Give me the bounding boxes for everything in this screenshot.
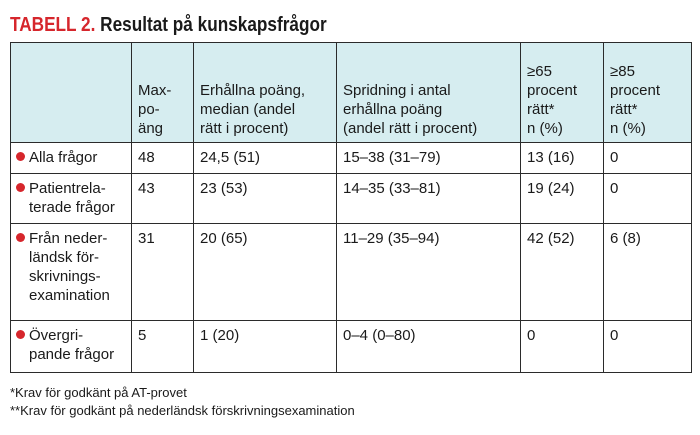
row-label: Från neder- ländsk för- skrivnings- examination <box>11 224 132 321</box>
bullet-icon <box>16 183 25 192</box>
table-cell: 1 (20) <box>194 321 337 373</box>
footnote: **Krav för godkänt på nederländsk förskrivningsexamination <box>10 403 355 418</box>
table-cell: 19 (24) <box>521 174 604 224</box>
header-cell-empty <box>11 43 132 143</box>
bullet-icon <box>16 233 25 242</box>
table-cell: 42 (52) <box>521 224 604 321</box>
table-title-text: Resultat på kunskapsfrågor <box>100 14 327 36</box>
table-cell: 0–4 (0–80) <box>337 321 521 373</box>
table-cell: 15–38 (31–79) <box>337 143 521 174</box>
table-cell: 13 (16) <box>521 143 604 174</box>
table-cell: 0 <box>604 174 692 224</box>
table-cell: 0 <box>604 321 692 373</box>
table-row <box>11 143 692 174</box>
table-cell: 14–35 (33–81) <box>337 174 521 224</box>
table-row <box>11 174 692 224</box>
table-title <box>10 12 327 38</box>
table-cell: 23 (53) <box>194 174 337 224</box>
results-table <box>10 42 692 373</box>
header-cell-65-percent: ≥65 procent rätt* n (%) <box>521 43 604 143</box>
footnotes <box>10 384 355 420</box>
bullet-icon <box>16 330 25 339</box>
footnote: *Krav för godkänt på AT-provet <box>10 385 187 400</box>
table-cell: 0 <box>521 321 604 373</box>
header-cell-median: Erhållna poäng, median (andel rätt i procent) <box>194 43 337 143</box>
table-number: TABELL 2. <box>10 14 96 36</box>
row-label: Övergri- pande frågor <box>11 321 132 373</box>
table-row <box>11 321 692 373</box>
header-cell-max-points: Max- po- äng <box>132 43 194 143</box>
table-cell: 43 <box>132 174 194 224</box>
table-header-row <box>11 43 692 143</box>
table-cell: 31 <box>132 224 194 321</box>
row-label: Patientrela- terade frågor <box>11 174 132 224</box>
row-label: Alla frågor <box>11 143 132 174</box>
table-cell: 24,5 (51) <box>194 143 337 174</box>
table-cell: 6 (8) <box>604 224 692 321</box>
header-cell-85-percent: ≥85 procent rätt* n (%) <box>604 43 692 143</box>
table-cell: 48 <box>132 143 194 174</box>
header-cell-range: Spridning i antal erhållna poäng (andel rätt i procent) <box>337 43 521 143</box>
bullet-icon <box>16 152 25 161</box>
table-cell: 5 <box>132 321 194 373</box>
table-cell: 20 (65) <box>194 224 337 321</box>
table-cell: 11–29 (35–94) <box>337 224 521 321</box>
table-cell: 0 <box>604 143 692 174</box>
table-row <box>11 224 692 321</box>
